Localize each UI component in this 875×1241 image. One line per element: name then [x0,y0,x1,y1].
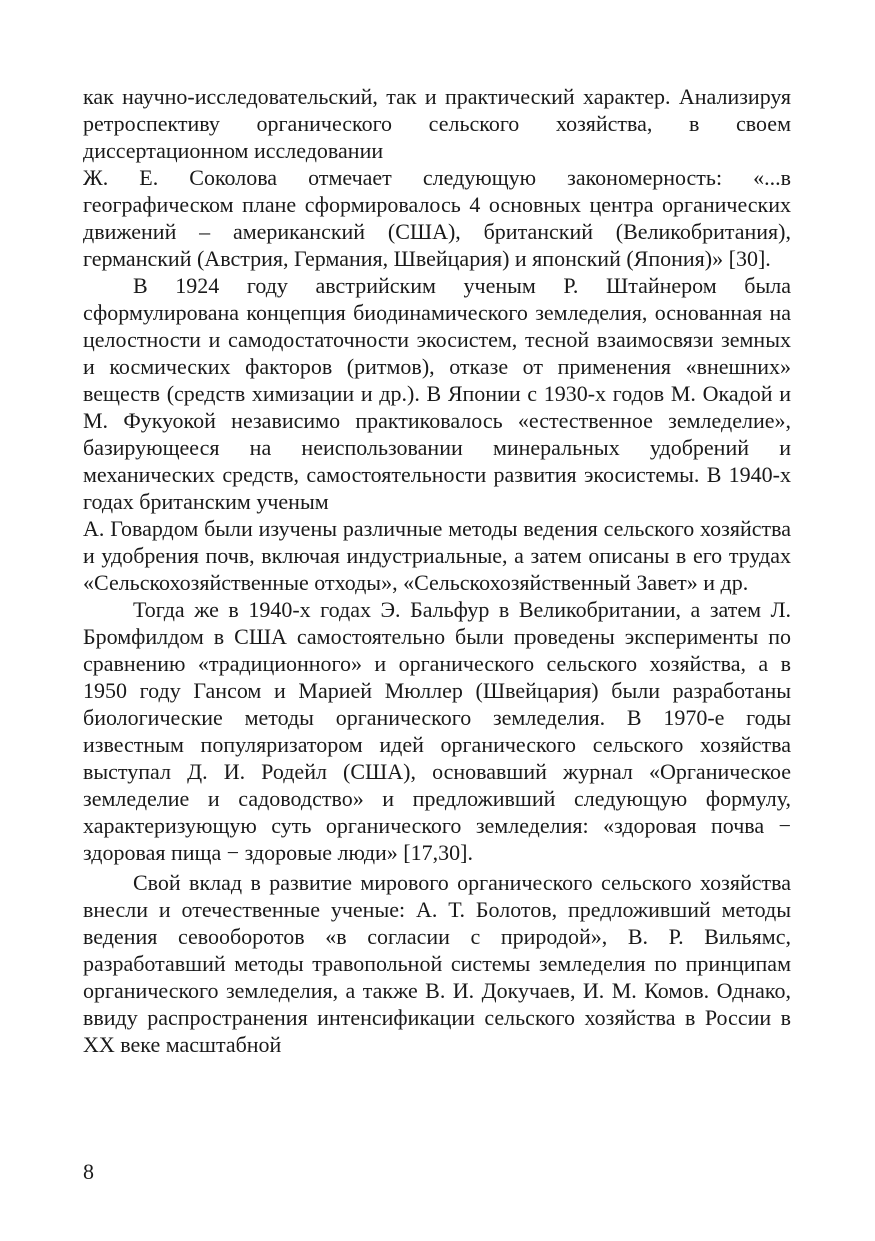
paragraph-steiner-okada: В 1924 году австрийским ученым Р. Штайнером была сформулирована концепция биодинамического земледелия, основанная на целостности и самодостаточности экосистем, тесной взаимосвязи земных и космических факторов (ритмов), отказе от применения «внешних» веществ (средств химизации и др.). В Японии с 1930-х годов М. Окадой и М. Фукуокой независимо практиковалось «естественное земледелие», базирующееся на неиспользовании минеральных удобрений и механических средств, самостоятельности развития экосистемы. В 1940-х годах британским ученым [83,273,791,514]
paragraph-howard: А. Говардом были изучены различные методы ведения сельского хозяйства и удобрения почв, включая индустриальные, а затем описаны в его трудах «Сельскохозяйственные отходы», «Сельскохозяйственный Завет» и др. [83,516,791,595]
paragraph-domestic-scientists: Свой вклад в развитие мирового органического сельского хозяйства внесли и отечественные ученые: А. Т. Болотов, предложивший методы ведения севооборотов «в согласии с природой», В. Р. Вильямс, разработавший методы травопольной системы земледелия по принципам органического земледелия, а также В. И. Докучаев, И. М. Комов. Однако, ввиду распространения интенсификации сельского хозяйства в России в XX веке масштабной [83,870,791,1057]
paragraph-balfour-rodale: Тогда же в 1940-х годах Э. Бальфур в Великобритании, а затем Л. Бромфилдом в США самостоятельно были проведены эксперименты по сравнению «традиционного» и органического сельского хозяйства, а в 1950 году Гансом и Марией Мюллер (Швейцария) были разработаны биологические методы органического земледелия. В 1970-е годы известным популяризатором идей органического сельского хозяйства выступал Д. И. Родейл (США), основавший журнал «Органическое земледелие и садоводство» и предложивший следующую формулу, характеризующую суть органического земледелия: «здоровая почва − здоровая пища − здоровые люди» [17,30]. [83,597,791,865]
page-number: 8 [83,1159,94,1184]
paragraph-sokolova-quote: Ж. Е. Соколова отмечает следующую закономерность: «...в географическом плане сформировалось 4 основных центра органических движений – американский (США), британский (Великобритания), германский (Австрия, Германия, Швейцария) и японский (Япония)» [30]. [83,165,791,271]
paragraph-continuation: как научно-исследовательский, так и практический характер. Анализируя ретроспективу органического сельского хозяйства, в своем диссертационном исследовании [83,84,791,163]
body-text [83,83,791,1058]
